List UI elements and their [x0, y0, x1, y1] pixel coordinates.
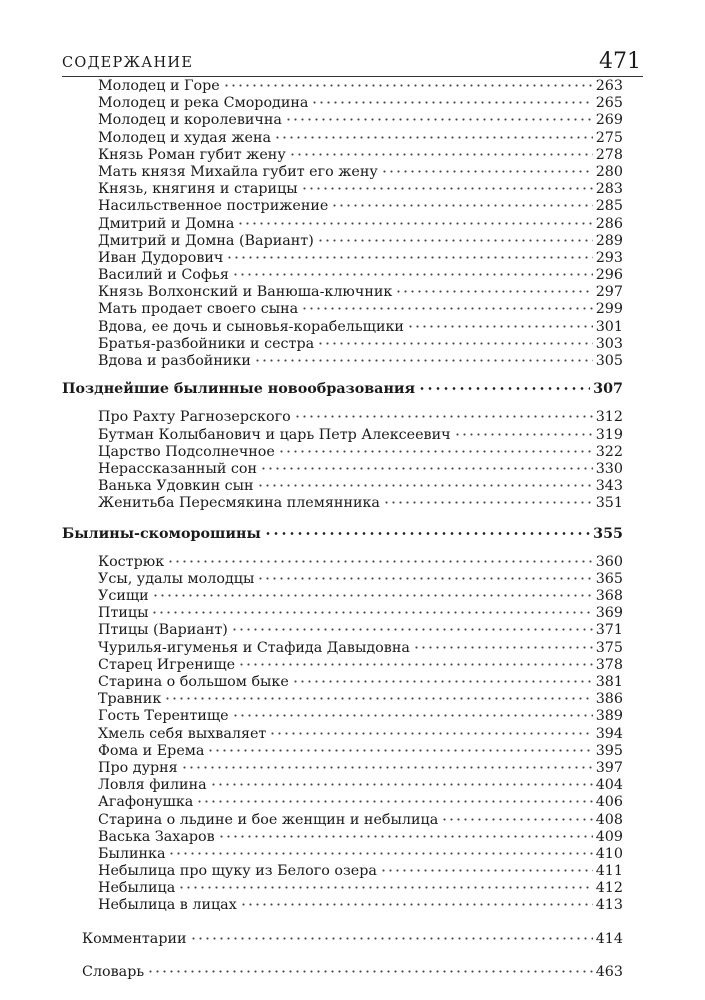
entry-page: 322: [595, 443, 623, 460]
entry-page: 375: [595, 639, 623, 656]
dot-leader: [380, 869, 593, 872]
dot-leader: [294, 415, 593, 418]
dot-leader: [237, 222, 592, 225]
dot-leader: [317, 342, 593, 345]
entry-title: Былинка: [98, 845, 166, 862]
toc-entry: [62, 674, 623, 691]
entry-page: 386: [595, 691, 623, 708]
entry-page: 463: [595, 963, 623, 980]
entry-title: Небылица: [98, 880, 176, 897]
entry-title: Старина о льдине и бое женщин и небылица: [98, 811, 439, 828]
entry-title: Агафонушка: [98, 794, 194, 811]
toc-entry: [62, 147, 623, 164]
dot-leader: [331, 204, 592, 207]
entry-title: Травник: [98, 691, 162, 708]
dot-leader: [218, 835, 593, 838]
toc-entry: [62, 812, 623, 829]
toc-entry: [62, 640, 623, 657]
toc-entry: [62, 846, 623, 863]
dot-leader: [311, 101, 592, 104]
entry-page: 381: [595, 674, 623, 690]
dot-leader: [407, 325, 593, 328]
entry-title: Вдова и разбойники: [98, 353, 251, 369]
section-title: Былины-скоморошины: [62, 525, 261, 542]
entry-title: Братья-разбойники и сестра: [98, 335, 315, 352]
toc-entry: [62, 130, 623, 147]
entry-page: 289: [595, 232, 623, 249]
toc-entry: [62, 777, 623, 794]
entry-page: 286: [595, 215, 623, 232]
toc-entry: [62, 409, 623, 426]
entry-page: 343: [595, 478, 623, 495]
dot-leader: [292, 680, 593, 683]
toc-entry: [62, 216, 623, 233]
toc-entry: [62, 605, 623, 622]
entry-page: 365: [595, 570, 623, 587]
entry-title: Хмель себя выхваляет: [98, 725, 267, 742]
entry-page: 330: [595, 460, 623, 477]
entry-title: Гость Терентище: [98, 708, 229, 725]
entry-title: Иван Дудорович: [98, 249, 224, 266]
entry-title: Бутман Колыбанович и царь Петр Алексеевич: [98, 426, 451, 443]
dot-leader: [381, 170, 593, 173]
entry-title: Дмитрий и Домна (Вариант): [98, 232, 314, 249]
entry-page: 297: [595, 284, 623, 301]
entry-title: Птицы: [98, 605, 149, 622]
dot-leader: [167, 560, 593, 563]
entry-title: Князь, княгиня и старицы: [98, 181, 298, 198]
dot-leader: [152, 594, 593, 597]
toc-entry: [62, 233, 623, 250]
toc-entry: [62, 691, 623, 708]
dot-leader: [240, 903, 593, 906]
toc-entry: [62, 588, 623, 605]
toc-entry: [62, 880, 623, 897]
entry-title: Молодец и королевична: [98, 112, 282, 129]
dot-leader: [395, 290, 592, 293]
dot-leader: [269, 732, 592, 735]
toc-entry: [62, 250, 623, 267]
toc-entry: [62, 863, 623, 880]
dot-leader: [164, 697, 592, 700]
entry-title: Кострюк: [98, 553, 165, 570]
dot-leader: [257, 577, 592, 580]
entry-title: Молодец и река Смородина: [98, 95, 309, 112]
toc-entry: [62, 301, 623, 318]
dot-leader: [232, 273, 593, 276]
toc-entry: [62, 95, 623, 112]
entry-title: Нерассказанный сон: [98, 460, 258, 477]
entry-title: Небылица в лицах: [98, 897, 237, 914]
dot-leader: [301, 307, 593, 310]
entry-page: 397: [595, 759, 623, 776]
toc-entry: [62, 726, 623, 743]
toc-entry: [62, 198, 623, 215]
toc-entry: [62, 554, 623, 571]
dot-leader: [210, 783, 593, 786]
entry-title: Комментарии: [82, 930, 187, 947]
entry-title: Мать продает своего сына: [98, 301, 299, 318]
entry-page: 299: [595, 301, 623, 318]
toc-entry: [62, 829, 623, 846]
dot-leader: [441, 818, 592, 821]
entry-page: 404: [595, 777, 623, 794]
entry-page: 301: [595, 318, 623, 335]
entry-title: Усищи: [98, 588, 149, 605]
entry-page: 414: [595, 930, 623, 947]
toc-entry: [62, 495, 623, 512]
entry-title: Князь Роман губит жену: [98, 146, 286, 163]
entry-title: Ловля филина: [98, 777, 207, 794]
toc-entry: [62, 164, 623, 181]
entry-page: 285: [595, 198, 623, 215]
dot-leader: [254, 359, 593, 362]
entry-page: 280: [595, 163, 623, 180]
dot-leader: [196, 800, 592, 803]
section-page: 355: [593, 525, 623, 542]
dot-leader: [301, 187, 593, 190]
dot-leader: [178, 886, 592, 889]
entry-page: 360: [595, 553, 623, 570]
toc-entry: [62, 760, 623, 777]
entry-title: Царство Подсолнечное: [98, 443, 275, 460]
dot-leader: [151, 611, 592, 614]
dot-leader: [383, 501, 593, 504]
entry-page: 351: [595, 495, 623, 512]
dot-leader: [238, 663, 593, 666]
entry-page: 269: [595, 112, 623, 129]
entry-page: 378: [595, 656, 623, 673]
dot-leader: [168, 852, 592, 855]
toc-entry: [62, 743, 623, 760]
entry-page: 368: [595, 588, 623, 605]
toc-entry: [62, 897, 623, 914]
toc-entry: [62, 622, 623, 639]
dot-leader: [257, 484, 593, 487]
entry-title: Ванька Удовкин сын: [98, 478, 254, 495]
entry-title: Небылица про щуку из Белого озера: [98, 863, 377, 880]
dot-leader: [278, 450, 593, 453]
entry-title: Про дурня: [98, 759, 178, 776]
running-head-title: СОДЕРЖАНИЕ: [62, 55, 194, 71]
entry-title: Дмитрий и Домна: [98, 215, 235, 232]
page-number: 471: [599, 49, 641, 74]
toc-section-heading: [62, 526, 623, 543]
dot-leader: [207, 749, 592, 752]
dot-leader: [190, 937, 593, 940]
dot-leader: [231, 628, 593, 631]
toc-entry: [62, 461, 623, 478]
entry-title: Про Рахту Рагнозерского: [98, 409, 291, 426]
entry-title: Вдова, ее дочь и сыновья-корабельщики: [98, 318, 404, 335]
toc-entry: [62, 353, 623, 370]
entry-page: 409: [595, 828, 623, 845]
toc-entry: [62, 319, 623, 336]
entry-title: Насильственное пострижение: [98, 198, 329, 215]
entry-page: 408: [595, 811, 623, 828]
entry-page: 371: [595, 622, 623, 639]
running-head: [62, 40, 643, 77]
entry-page: 410: [595, 845, 623, 862]
entry-page: 283: [595, 181, 623, 198]
toc-entry: [62, 336, 623, 353]
dot-leader: [418, 387, 590, 390]
section-page: 307: [593, 381, 623, 398]
toc-tail-entry: [62, 964, 623, 981]
entry-page: 395: [595, 742, 623, 759]
dot-leader: [285, 118, 593, 121]
toc-entry: [62, 78, 623, 95]
entry-title: Молодец и худая жена: [98, 129, 272, 146]
toc-group: [62, 78, 623, 370]
toc-section-heading: [62, 381, 623, 398]
dot-leader: [454, 433, 593, 436]
toc-entry: [62, 478, 623, 495]
toc-entry: [62, 427, 623, 444]
table-of-contents: [62, 78, 623, 981]
dot-leader: [289, 153, 593, 156]
dot-leader: [317, 239, 593, 242]
toc-entry: [62, 657, 623, 674]
entry-page: 413: [595, 897, 623, 914]
toc-entry: [62, 284, 623, 301]
entry-title: Старина о большом быке: [98, 674, 289, 690]
entry-title: Старец Игренище: [98, 656, 236, 673]
entry-page: 278: [595, 146, 623, 163]
toc-entry: [62, 112, 623, 129]
dot-leader: [260, 467, 593, 470]
toc-entry: [62, 794, 623, 811]
entry-page: 319: [595, 426, 623, 443]
dot-leader: [226, 256, 592, 259]
entry-page: 369: [595, 605, 623, 622]
entry-page: 263: [595, 78, 623, 94]
entry-title: Усы, удалы молодцы: [98, 570, 255, 587]
entry-page: 293: [595, 249, 623, 266]
entry-page: 406: [595, 794, 623, 811]
dot-leader: [264, 532, 590, 535]
entry-page: 275: [595, 129, 623, 146]
entry-page: 303: [595, 335, 623, 352]
entry-title: Птицы (Вариант): [98, 622, 228, 639]
toc-entry: [62, 444, 623, 461]
toc-entry: [62, 708, 623, 725]
entry-page: 411: [595, 863, 623, 880]
entry-title: Фома и Ерема: [98, 742, 205, 759]
entry-page: 412: [595, 880, 623, 897]
entry-page: 305: [595, 353, 623, 369]
dot-leader: [274, 136, 593, 139]
dot-leader: [147, 970, 593, 973]
entry-page: 389: [595, 708, 623, 725]
dot-leader: [181, 766, 593, 769]
toc-tail-entry: [62, 931, 623, 948]
entry-page: 296: [595, 267, 623, 284]
dot-leader: [413, 646, 593, 649]
dot-leader: [223, 84, 593, 87]
toc-entry: [62, 267, 623, 284]
dot-leader: [232, 714, 593, 717]
toc-entry: [62, 571, 623, 588]
section-title: Позднейшие былинные новообразования: [62, 381, 416, 398]
entry-title: Василий и Софья: [98, 267, 229, 284]
entry-title: Чурилья-игуменья и Стафида Давыдовна: [98, 639, 410, 656]
toc-section-list: [62, 554, 623, 915]
entry-page: 265: [595, 95, 623, 112]
entry-title: Женитьба Пересмякина племянника: [98, 495, 380, 512]
entry-page: 394: [595, 725, 623, 742]
entry-title: Васька Захаров: [98, 828, 215, 845]
toc-entry: [62, 181, 623, 198]
entry-title: Мать князя Михайла губит его жену: [98, 163, 378, 180]
entry-title: Князь Волхонский и Ванюша-ключник: [98, 284, 393, 301]
entry-title: Словарь: [82, 963, 145, 980]
entry-page: 312: [595, 409, 623, 426]
toc-section-list: [62, 409, 623, 512]
entry-title: Молодец и Горе: [98, 78, 220, 94]
